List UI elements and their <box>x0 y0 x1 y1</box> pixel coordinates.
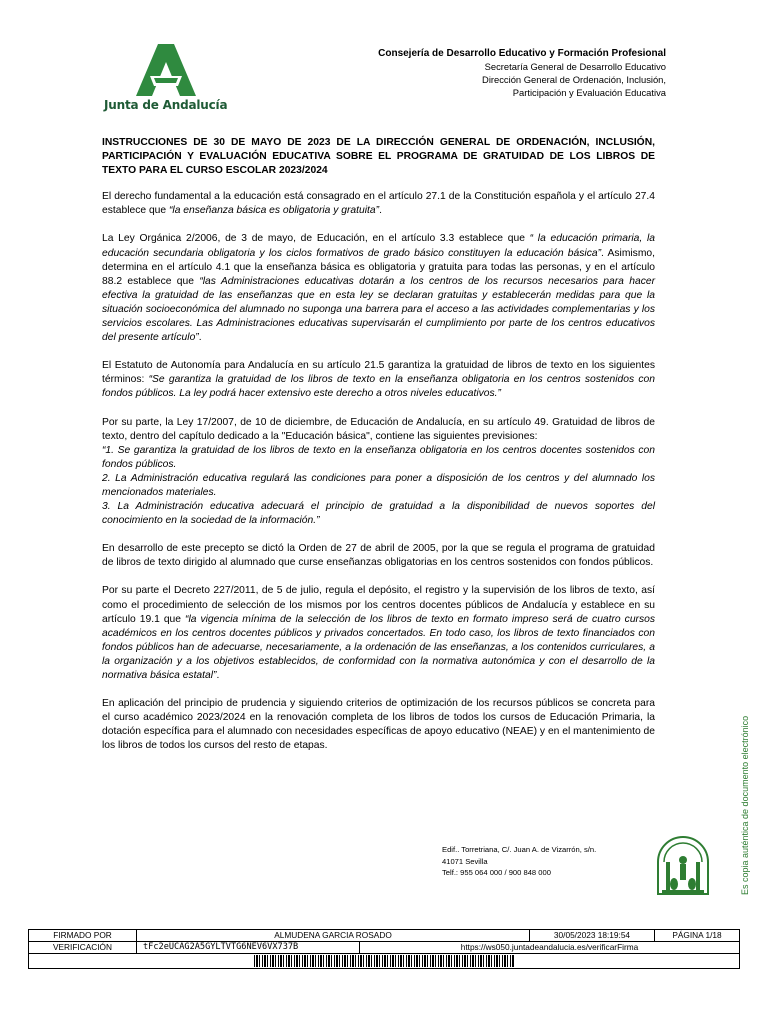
table-row <box>29 942 740 954</box>
signer-name: ALMUDENA GARCIA ROSADO <box>137 930 530 942</box>
barcode <box>254 955 514 967</box>
address-line-3: Telf.: 955 064 000 / 900 848 000 <box>442 868 551 877</box>
verification-label: VERIFICACIÓN <box>29 942 137 954</box>
authentic-copy-note: Es copia auténtica de documento electrónico <box>740 715 750 895</box>
andalucia-shield-icon <box>652 836 714 903</box>
table-row <box>29 930 740 942</box>
paragraph-4: Por su parte, la Ley 17/2007, de 10 de diciembre, de Educación de Andalucía, en su artículo 49. Gratuidad de libros de texto, dentro del capítulo dedicado a la "Educación básica", contiene las siguientes previsiones: “1. Se garantiza la gratuidad de los libros de texto en la enseñanza obligatoria en los centros docentes sostenidos con fondos públicos. 2. La Administración educativa regulará las condiciones para poner a disposición de los centros y del alumnado los mencionados materiales. 3. La Administración educativa adecuará el principio de gratuidad a la disponibilidad de nuevos soportes del conocimiento en la sociedad de la información.” <box>102 416 655 527</box>
verification-url[interactable]: https://ws050.juntadeandalucia.es/verificarFirma <box>360 942 740 954</box>
table-row <box>29 954 740 969</box>
document-title: INSTRUCCIONES DE 30 DE MAYO DE 2023 DE LA DIRECCIÓN GENERAL DE ORDENACIÓN, INCLUSIÓN, PARTICIPACIÓN Y EVALUACIÓN EDUCATIVA SOBRE EL PROGRAMA DE GRATUIDAD DE LOS LIBROS DE TEXTO PARA EL CURSO ESCOLAR 2023/2024 <box>102 137 655 177</box>
page-number: PÁGINA 1/18 <box>655 930 740 942</box>
document-body <box>102 136 655 764</box>
barcode-cell <box>29 954 740 969</box>
paragraph-3: El Estatuto de Autonomía para Andalucía en su artículo 21.5 garantiza la gratuidad de libros de texto en los siguientes términos: “Se garantiza la gratuidad de los libros de texto en la enseñanza obligatoria en los centros sostenidos con fondos públicos. La ley podrá hacer extensivo este derecho a otros niveles educativos.” <box>102 360 655 400</box>
logo-text: Junta de Andalucía <box>104 98 228 112</box>
junta-logo <box>104 44 228 118</box>
verification-code: tFc2eUCAG2A5GYLTVTG6NEV6VX737B <box>137 942 360 954</box>
signed-by-label: FIRMADO POR <box>29 930 137 942</box>
address-line-1: Edif.. Torretriana, C/. Juan A. de Vizarrón, s/n. <box>442 845 597 854</box>
address-block <box>442 844 596 879</box>
header-line-3: Participación y Evaluación Educativa <box>512 87 666 98</box>
junta-emblem-icon <box>136 44 196 96</box>
paragraph-6: Por su parte el Decreto 227/2011, de 5 de julio, regula el depósito, el registro y la supervisión de los libros de texto, así como el procedimiento de selección de los mismos por los centros docentes públicos de Andalucía y establece en su artículo 19.1 que “la vigencia mínima de la selección de los libros de texto en formato impreso será de cuatro cursos académicos en los centros docentes públicos y privados concertados. En todo caso, los libros de texto financiados con fondos públicos han de adecuarse, necesariamente, a la ordenación de las enseñanzas, a los contenidos curriculares, a la organización y a los objetivos establecidos, de conformidad con la normativa autonómica y con el desarrollo de la normativa básica estatal”. <box>102 585 655 681</box>
paragraph-5: En desarrollo de este precepto se dictó la Orden de 27 de abril de 2005, por la que se regula el programa de gratuidad de libros de texto dirigido al alumnado que curse enseñanzas obligatorias en los centros sostenidos con fondos públicos. <box>102 543 655 569</box>
header-line-1: Secretaría General de Desarrollo Educativo <box>484 61 666 72</box>
signature-table <box>28 929 740 969</box>
paragraph-1: El derecho fundamental a la educación está consagrado en el artículo 27.1 de la Constitución española y el artículo 27.4 establece que “la enseñanza básica es obligatoria y gratuita”. <box>102 191 655 217</box>
paragraph-2: La Ley Orgánica 2/2006, de 3 de mayo, de Educación, en el artículo 3.3 establece que “ la educación primaria, la educación secundaria obligatoria y los ciclos formativos de grado básico constituyen la educación básica”. Asimismo, determina en el artículo 4.1 que la enseñanza básica es obligatoria y gratuita para todas las personas, y en el artículo 88.2 establece que “las Administraciones educativas dotarán a los centros de los recursos necesarios para hacer efectiva la gratuidad de las enseñanzas que en esta ley se declaran gratuitas y establecerán medidas para que la situación socioeconómica del alumnado no suponga una barrera para el acceso a las actividades complementarias y los servicios escolares. Las Administraciones educativas supervisarán el cumplimiento por parte de los centros educativos del presente artículo”. <box>102 233 656 344</box>
header-line-2: Dirección General de Ordenación, Inclusión, <box>482 74 666 85</box>
paragraph-7: En aplicación del principio de prudencia y siguiendo criterios de optimización de los recursos públicos se concreta para el curso académico 2023/2024 en la renovación completa de los libros de todos los cursos de Educación Primaria, la dotación específica para el alumnado con necesidades específicas de apoyo educativo (NEAE) y en el mantenimiento de los libros de todos los cursos del resto de etapas. <box>102 698 655 752</box>
address-line-2: 41071 Sevilla <box>442 856 488 866</box>
organization-name: Consejería de Desarrollo Educativo y Formación Profesional <box>378 48 666 59</box>
signature-datetime: 30/05/2023 18:19:54 <box>530 930 655 942</box>
header-department <box>378 47 666 99</box>
